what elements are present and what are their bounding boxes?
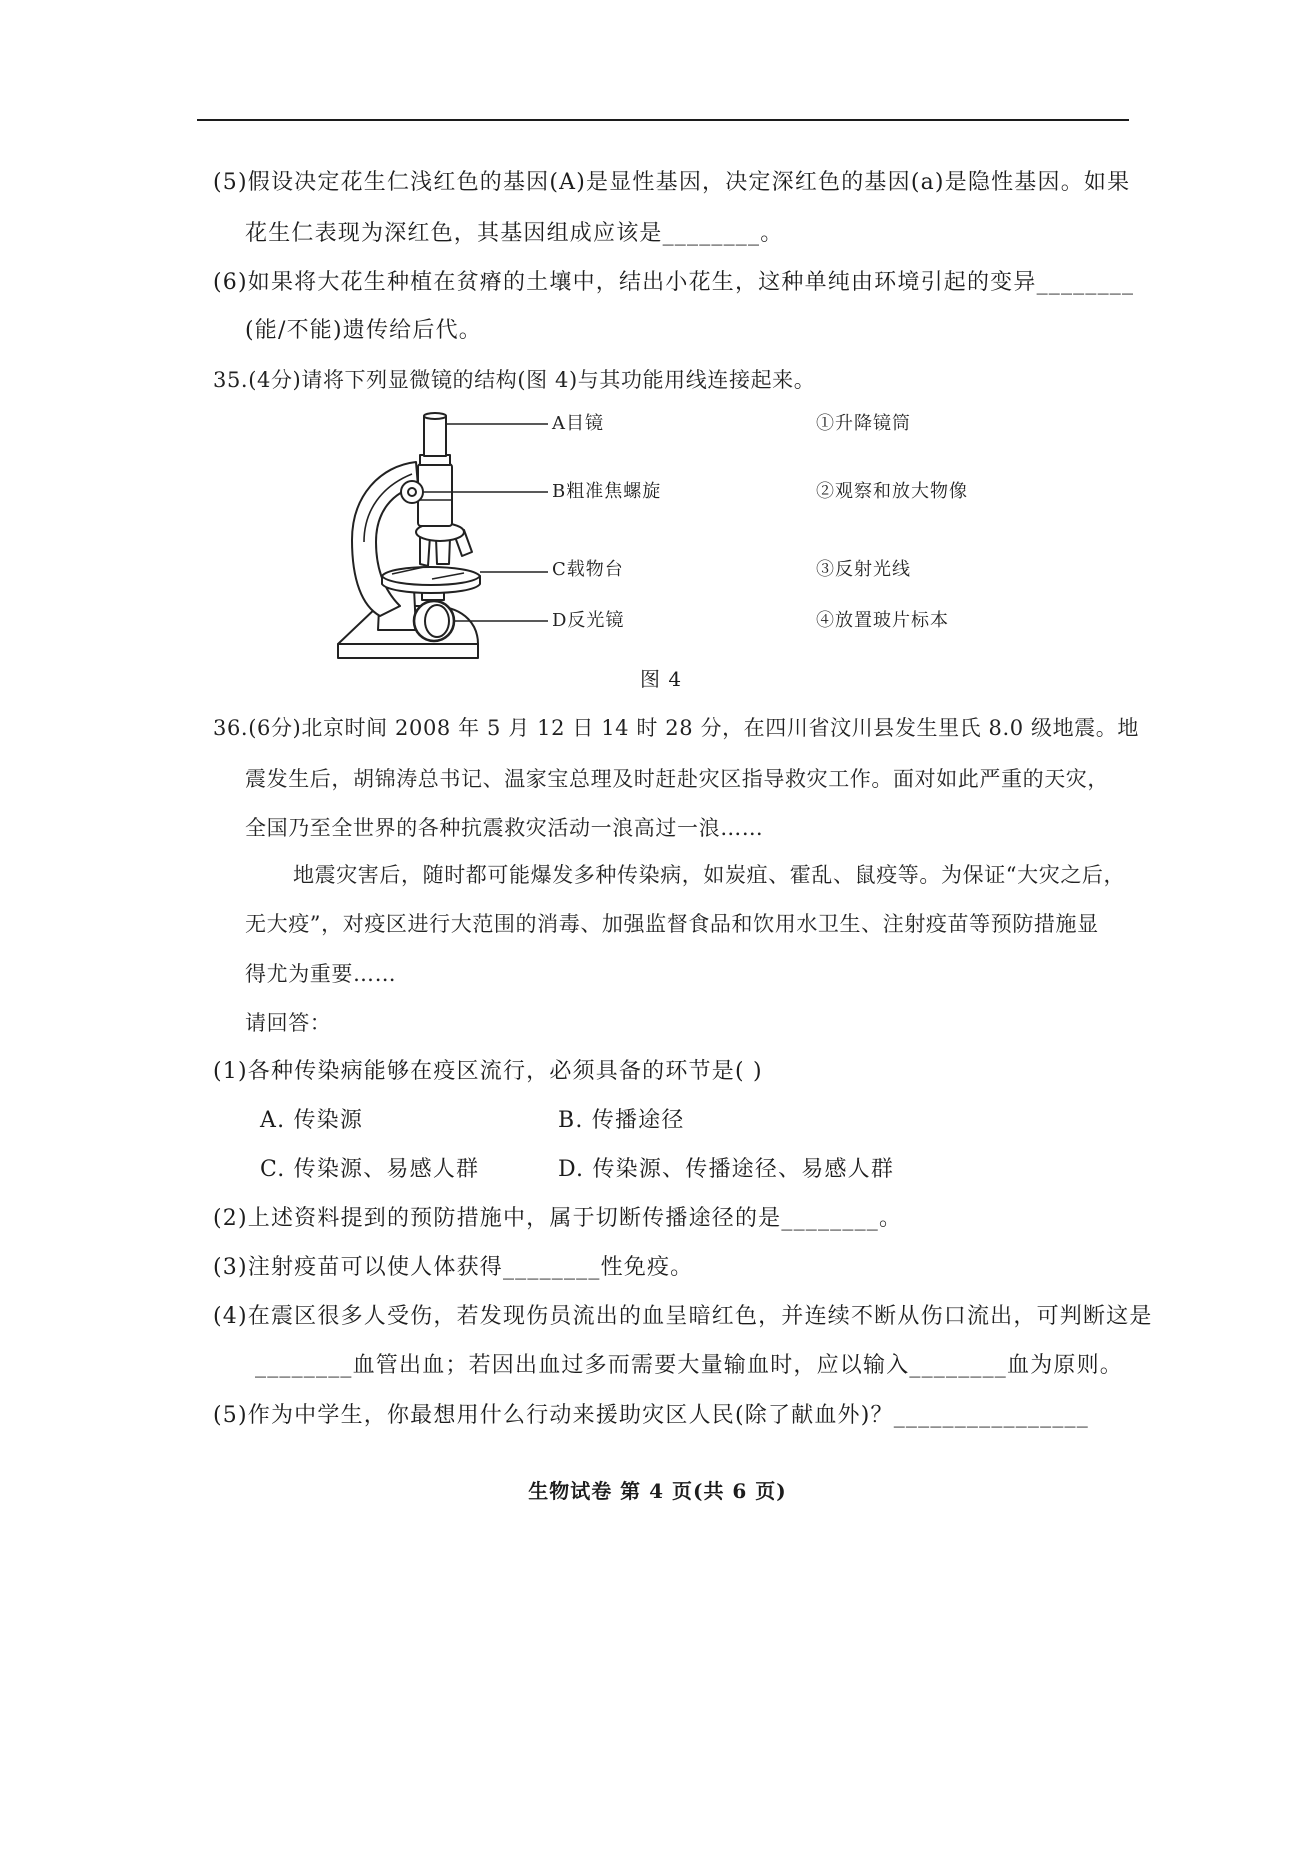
microscope-base-front [338, 644, 478, 658]
structure-label-c: C载物台 [552, 559, 624, 580]
q36-sub4-line2: ________血管出血；若因出血过多而需要大量输血时，应以输入________血为原则。 [255, 1353, 1124, 1378]
function-label-2: ②观察和放大物像 [816, 481, 968, 502]
function-label-4: ④放置玻片标本 [816, 610, 949, 631]
page-footer: 生物试卷 第 4 页(共 6 页) [528, 1479, 787, 1503]
q36-sub1-option-b: B. 传播途径 [558, 1108, 685, 1133]
structure-label-b: B粗准焦螺旋 [552, 481, 662, 502]
q36-sub1-question: (1)各种传染病能够在疫区流行，必须具备的环节是( ) [213, 1059, 763, 1084]
microscope-mirror-glass [425, 605, 449, 637]
q36-sub4-line1: (4)在震区很多人受伤，若发现伤员流出的血呈暗红色，并连续不断从伤口流出，可判断这是 [213, 1304, 1153, 1329]
q36-stem-line6: 得尤为重要…… [245, 962, 397, 986]
microscope-figure [320, 400, 552, 670]
microscope-eyepiece-top [424, 413, 446, 419]
q36-sub2: (2)上述资料提到的预防措施中，属于切断传播途径的是________。 [213, 1206, 903, 1231]
q36-sub1-option-d: D. 传染源、传播途径、易感人群 [558, 1157, 895, 1182]
q34-part6-line1: (6)如果将大花生种植在贫瘠的土壤中，结出小花生，这种单纯由环境引起的变异________ [213, 270, 1135, 295]
q34-part5-line2: 花生仁表现为深红色，其基因组成应该是________。 [245, 221, 784, 246]
microscope-eyepiece [424, 416, 446, 456]
q36-sub1-option-c: C. 传染源、易感人群 [260, 1157, 480, 1182]
q36-stem-line4: 地震灾害后，随时都可能爆发多种传染病，如炭疽、霍乱、鼠疫等。为保证“大灾之后， [293, 863, 1126, 887]
figure-caption: 图 4 [640, 667, 683, 691]
q34-part5-line1: (5)假设决定花生仁浅红色的基因(A)是显性基因，决定深红色的基因(a)是隐性基因。如果 [213, 170, 1131, 195]
q35-stem: 35.(4分)请将下列显微镜的结构(图 4)与其功能用线连接起来。 [213, 368, 816, 392]
q36-stem-line1: 36.(6分)北京时间 2008 年 5 月 12 日 14 时 28 分，在四川省汶川县发生里氏 8.0 级地震。地 [213, 716, 1140, 740]
function-label-3: ③反射光线 [816, 559, 911, 580]
q36-sub5: (5)作为中学生，你最想用什么行动来援助灾区人民(除了献血外)？________________ [213, 1403, 1089, 1428]
microscope-stage [382, 567, 480, 585]
function-label-1: ①升降镜筒 [816, 413, 911, 434]
microscope-knob-hub [408, 488, 416, 496]
q36-sub1-option-a: A. 传染源 [260, 1108, 364, 1133]
q34-part6-line2: (能/不能)遗传给后代。 [245, 318, 482, 343]
header-rule [197, 119, 1129, 121]
structure-label-d: D反光镜 [552, 610, 625, 631]
structure-label-a: A目镜 [552, 413, 604, 434]
q36-prompt: 请回答： [245, 1011, 332, 1035]
q36-stem-line2: 震发生后，胡锦涛总书记、温家宝总理及时赶赴灾区指导救灾工作。面对如此严重的天灾， [245, 767, 1109, 791]
q36-sub3: (3)注射疫苗可以使人体获得________性免疫。 [213, 1255, 694, 1280]
q36-stem-line3: 全国乃至全世界的各种抗震救灾活动一浪高过一浪…… [245, 816, 764, 840]
q36-stem-line5: 无大疫”，对疫区进行大范围的消毒、加强监督食品和饮用水卫生、注射疫苗等预防措施显 [245, 912, 1099, 936]
